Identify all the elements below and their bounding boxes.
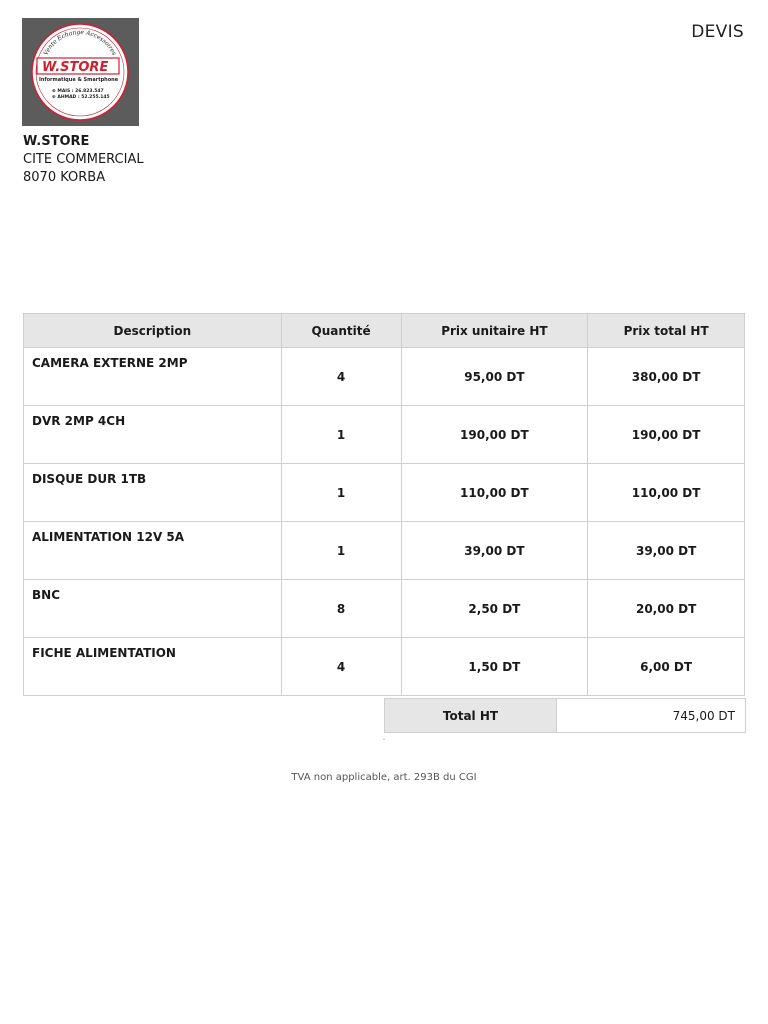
item-total: 6,00 DT <box>588 638 745 696</box>
logo-phone-2: ⊕ AHMAD : 52.255.145 <box>52 95 110 100</box>
total-ht-label: Total HT <box>385 699 557 733</box>
logo-phone-1: ⊕ MAIS : 26.823.547 <box>52 89 104 94</box>
company-block <box>23 133 144 187</box>
item-unit-price: 39,00 DT <box>401 522 588 580</box>
item-description: DISQUE DUR 1TB <box>24 464 282 522</box>
logo-brand: W.STORE <box>42 60 109 75</box>
item-unit-price: 2,50 DT <box>401 580 588 638</box>
item-total: 39,00 DT <box>588 522 745 580</box>
items-table <box>23 313 745 696</box>
item-description: CAMERA EXTERNE 2MP <box>24 348 282 406</box>
item-total: 20,00 DT <box>588 580 745 638</box>
item-unit-price: 190,00 DT <box>401 406 588 464</box>
table-row <box>24 464 745 522</box>
totals-table <box>384 698 746 733</box>
total-ht-value: 745,00 DT <box>557 699 746 733</box>
company-address-line-2: 8070 KORBA <box>23 170 106 185</box>
logo-arc-text: Vente Echange Accessoires <box>42 28 118 57</box>
tax-note: TVA non applicable, art. 293B du CGI <box>291 772 477 783</box>
table-row <box>24 638 745 696</box>
item-total: 380,00 DT <box>588 348 745 406</box>
company-address-line-1: CITE COMMERCIAL <box>23 152 144 167</box>
table-row <box>24 406 745 464</box>
header-unit-price: Prix unitaire HT <box>401 314 588 348</box>
table-row <box>24 522 745 580</box>
item-description: ALIMENTATION 12V 5A <box>24 522 282 580</box>
total-ht-row <box>385 699 746 733</box>
table-header-row <box>24 314 745 348</box>
company-name: W.STORE <box>23 134 90 149</box>
logo-tagline: Informatique & Smartphone <box>39 77 119 83</box>
item-quantity: 1 <box>281 464 401 522</box>
header-quantity: Quantité <box>281 314 401 348</box>
logo-badge-icon <box>22 18 139 126</box>
item-unit-price: 1,50 DT <box>401 638 588 696</box>
item-quantity: 8 <box>281 580 401 638</box>
table-row <box>24 580 745 638</box>
item-unit-price: 95,00 DT <box>401 348 588 406</box>
divider <box>383 739 385 740</box>
item-quantity: 4 <box>281 348 401 406</box>
item-quantity: 1 <box>281 406 401 464</box>
item-unit-price: 110,00 DT <box>401 464 588 522</box>
item-description: FICHE ALIMENTATION <box>24 638 282 696</box>
document-title: DEVIS <box>691 22 744 42</box>
store-logo <box>22 18 139 126</box>
item-quantity: 4 <box>281 638 401 696</box>
header-description: Description <box>24 314 282 348</box>
item-total: 190,00 DT <box>588 406 745 464</box>
header-total-price: Prix total HT <box>588 314 745 348</box>
table-row <box>24 348 745 406</box>
item-quantity: 1 <box>281 522 401 580</box>
item-description: DVR 2MP 4CH <box>24 406 282 464</box>
item-description: BNC <box>24 580 282 638</box>
item-total: 110,00 DT <box>588 464 745 522</box>
